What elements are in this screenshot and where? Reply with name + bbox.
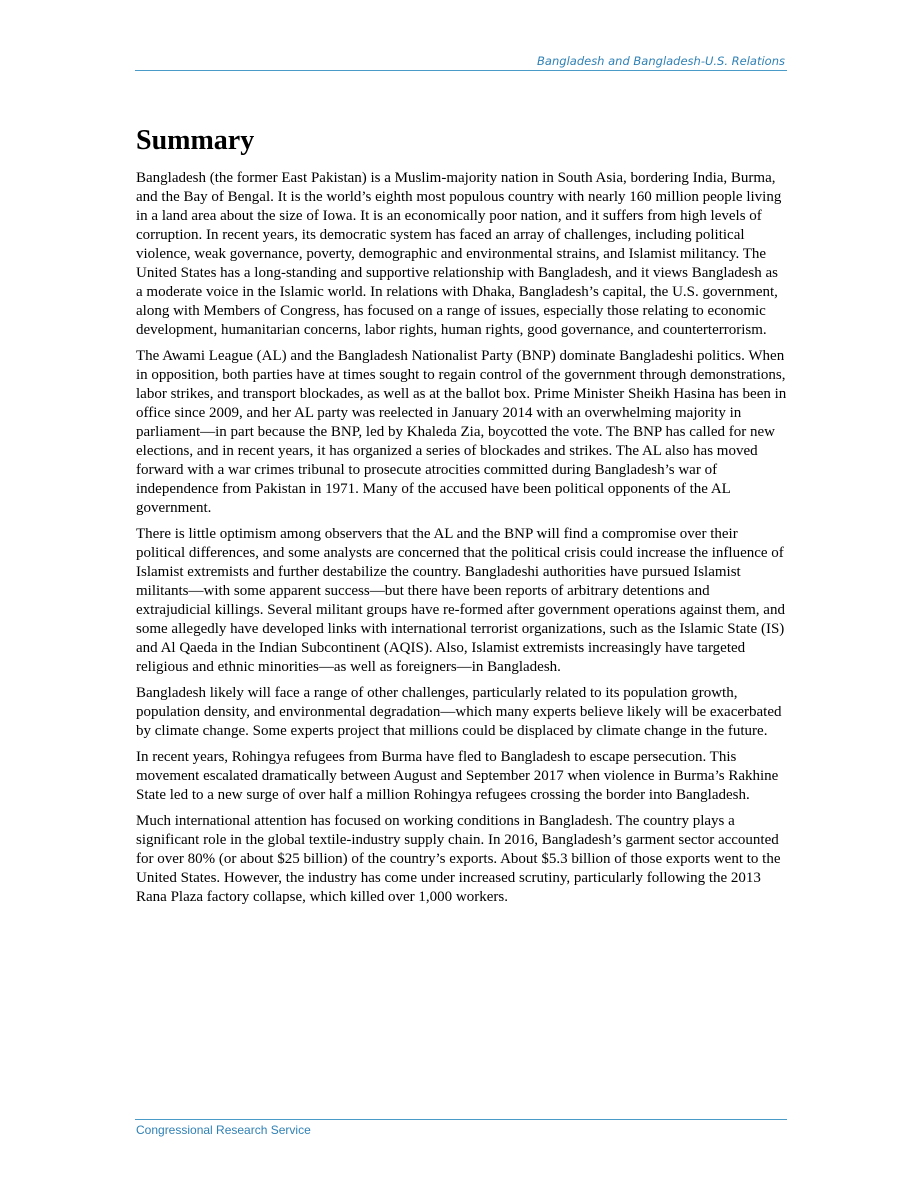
paragraph-extremism: There is little optimism among observers that the AL and the BNP will find a compromise over their political differences, and some analysts are concerned that the political crisis could increase the influence of Islamist extremists and further destabilize the country. Bangladeshi authorities have pursued Islamist militants—with some apparent success—but there have been reports of arbitrary detentions and extrajudicial killings. Several militant groups have re-formed after government operations against them, and some allegedly have developed links with international terrorist organizations, such as the Islamic State (IS) and Al Qaeda in the Indian Subcontinent (AQIS). Also, Islamist extremists increasingly have targeted religious and ethnic minorities—as well as foreigners—in Bangladesh. (136, 526, 785, 675)
paragraph-challenges: Bangladesh likely will face a range of other challenges, particularly related to its population growth, population density, and environmental degradation—which many experts believe likely will be exacerbated by climate change. Some experts project that millions could be displaced by climate change in the future. (136, 685, 782, 739)
section-heading: Summary (136, 125, 255, 156)
running-footer (135, 1119, 787, 1137)
page-content (136, 124, 788, 914)
running-header (135, 52, 787, 71)
footer-publisher: Congressional Research Service (136, 1123, 311, 1137)
paragraph-politics: The Awami League (AL) and the Bangladesh Nationalist Party (BNP) dominate Bangladeshi politics. When in opposition, both parties have at times sought to regain control of the government through demonstrations, labor strikes, and transport blockades, as well as at the ballot box. Prime Minister Sheikh Hasina has been in office since 2009, and her AL party was reelected in January 2014 with an overwhelming majority in parliament—in part because the BNP, led by Khaleda Zia, boycotted the vote. The BNP has called for new elections, and in recent years, it has organized a series of blockades and strikes. The AL also has moved forward with a war crimes tribunal to prosecute atrocities committed during Bangladesh’s war of independence from Pakistan in 1971. Many of the accused have been political opponents of the AL government. (136, 348, 787, 516)
paragraph-overview: Bangladesh (the former East Pakistan) is a Muslim-majority nation in South Asia, bordering India, Burma, and the Bay of Bengal. It is the world’s eighth most populous country with nearly 160 million people living in a land area about the size of Iowa. It is an economically poor nation, and it suffers from high levels of corruption. In recent years, its democratic system has faced an array of challenges, including political violence, weak governance, poverty, demographic and environmental strains, and Islamist militancy. The United States has a long-standing and supportive relationship with Bangladesh, and it views Bangladesh as a moderate voice in the Islamic world. In relations with Dhaka, Bangladesh’s capital, the U.S. government, along with Members of Congress, has focused on a range of issues, especially those relating to economic development, humanitarian concerns, labor rights, human rights, good governance, and counterterrorism. (136, 170, 782, 338)
paragraph-working-conditions: Much international attention has focused on working conditions in Bangladesh. The country plays a significant role in the global textile-industry supply chain. In 2016, Bangladesh’s garment sector accounted for over 80% (or about $25 billion) of the country’s exports. About $5.3 billion of those exports went to the United States. However, the industry has come under increased scrutiny, particularly following the 2013 Rana Plaza factory collapse, which killed over 1,000 workers. (136, 813, 781, 905)
paragraph-rohingya: In recent years, Rohingya refugees from Burma have fled to Bangladesh to escape persecution. This movement escalated dramatically between August and September 2017 when violence in Burma’s Rakhine State led to a new surge of over half a million Rohingya refugees crossing the border into Bangladesh. (136, 749, 779, 803)
running-header-title: Bangladesh and Bangladesh-U.S. Relations (537, 54, 785, 68)
